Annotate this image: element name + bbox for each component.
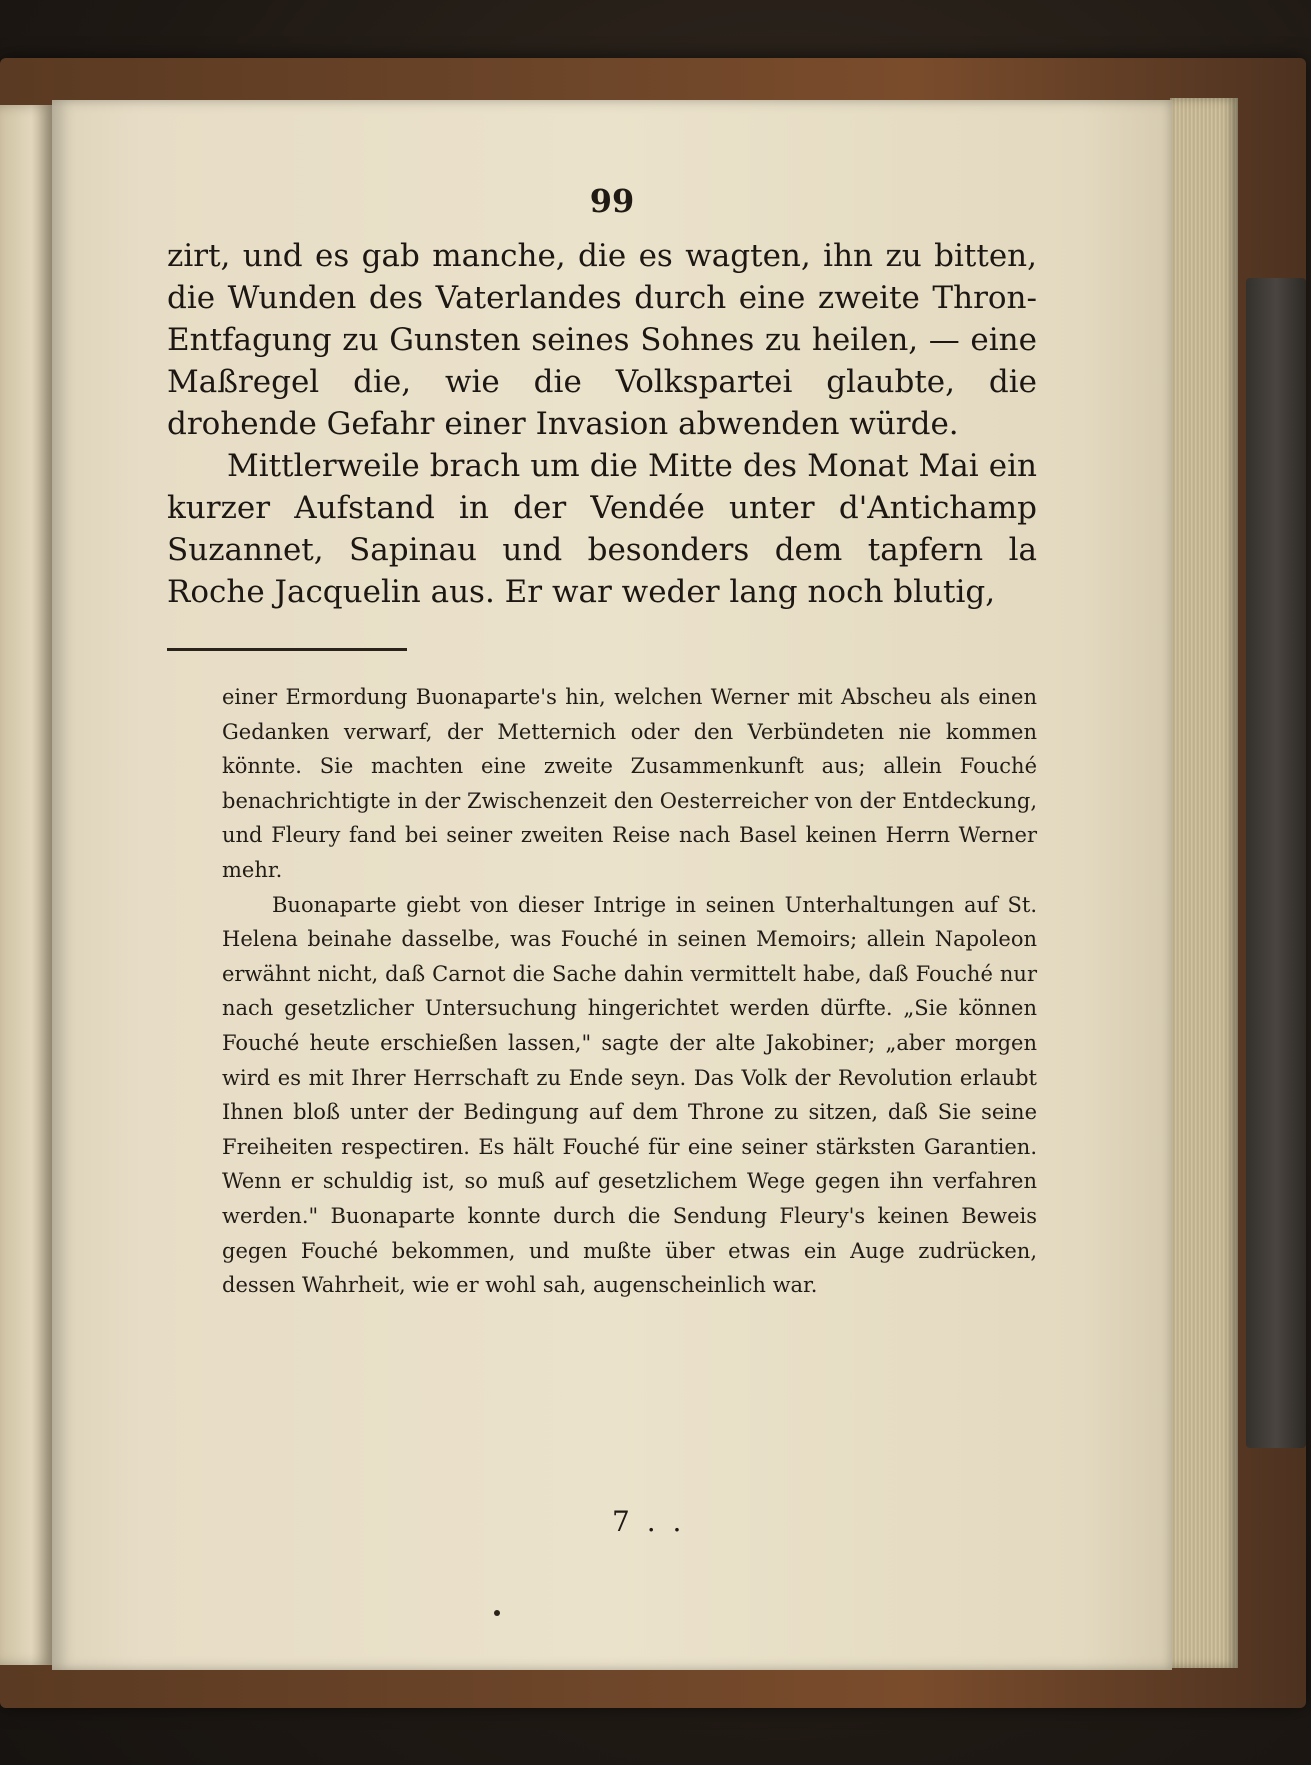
signature-mark: 7 . . [612, 1505, 686, 1538]
footnote-paragraph-2: Buonaparte giebt von dieser Intrige in seinen Unterhaltungen auf St. Helena beinahe dasselbe, was Fouché in seinen Memoirs; allein Napoleon erwähnt nicht, daß Carnot die Sache dahin vermittelt habe, daß Fouché nur nach gesetzlicher Untersuchung hingerichtet werden dürfte. „Sie können Fouché heute erschießen lassen," sagte der alte Jakobiner; „aber morgen wird es mit Ihrer Herrschaft zu Ende seyn. Das Volk der Revolution erlaubt Ihnen bloß unter der Bedingung auf dem Throne zu sitzen, daß Sie seine Freiheiten respectiren. Es hält Fouché für eine seiner stärksten Garantien. Wenn er schuldig ist, so muß auf gesetzlichem Wege gegen ihn verfahren werden." Buonaparte konnte durch die Sendung Fleury's keinen Beweis gegen Fouché bekommen, und mußte über etwas ein Auge zudrücken, dessen Wahrheit, wie er wohl sah, augenscheinlich war. [222, 892, 1037, 1298]
footnote-text [222, 680, 1037, 1303]
page-number: 99 [589, 182, 635, 220]
page-block-edge [1170, 98, 1238, 1668]
main-paragraph-1: zirt, und es gab manche, die es wagten, ihn zu bitten, die Wunden des Vaterlandes durch eine zweite Thron-Entfagung zu Gunsten seines Sohnes zu heilen, — eine Maßregel die, wie die Volkspartei glaubte, die drohende Gefahr einer Invasion abwenden würde. [167, 238, 1037, 442]
facing-page-edge [0, 105, 52, 1665]
main-paragraph-2: Mittlerweile brach um die Mitte des Monat Mai ein kurzer Aufstand in der Vendée unter d'Antichamp Suzannet, Sapinau und besonders dem tapfern la Roche Jacquelin aus. Er war weder lang noch blutig, [167, 448, 1037, 610]
footnote-paragraph-1: einer Ermordung Buonaparte's hin, welchen Werner mit Abscheu als einen Gedanken verwarf, der Metternich oder den Verbündeten nie kommen könnte. Sie machten eine zweite Zusammenkunft aus; allein Fouché benachrichtigte in der Zwischenzeit den Oesterreicher von der Entdeckung, und Fleury fand bei seiner zweiten Reise nach Basel keinen Herrn Werner mehr. [222, 685, 1037, 882]
book-page [52, 100, 1172, 1670]
main-text [167, 235, 1037, 613]
footnote-divider [167, 648, 407, 651]
cover-spine-edge [1246, 278, 1306, 1448]
ink-speck [494, 1610, 500, 1616]
